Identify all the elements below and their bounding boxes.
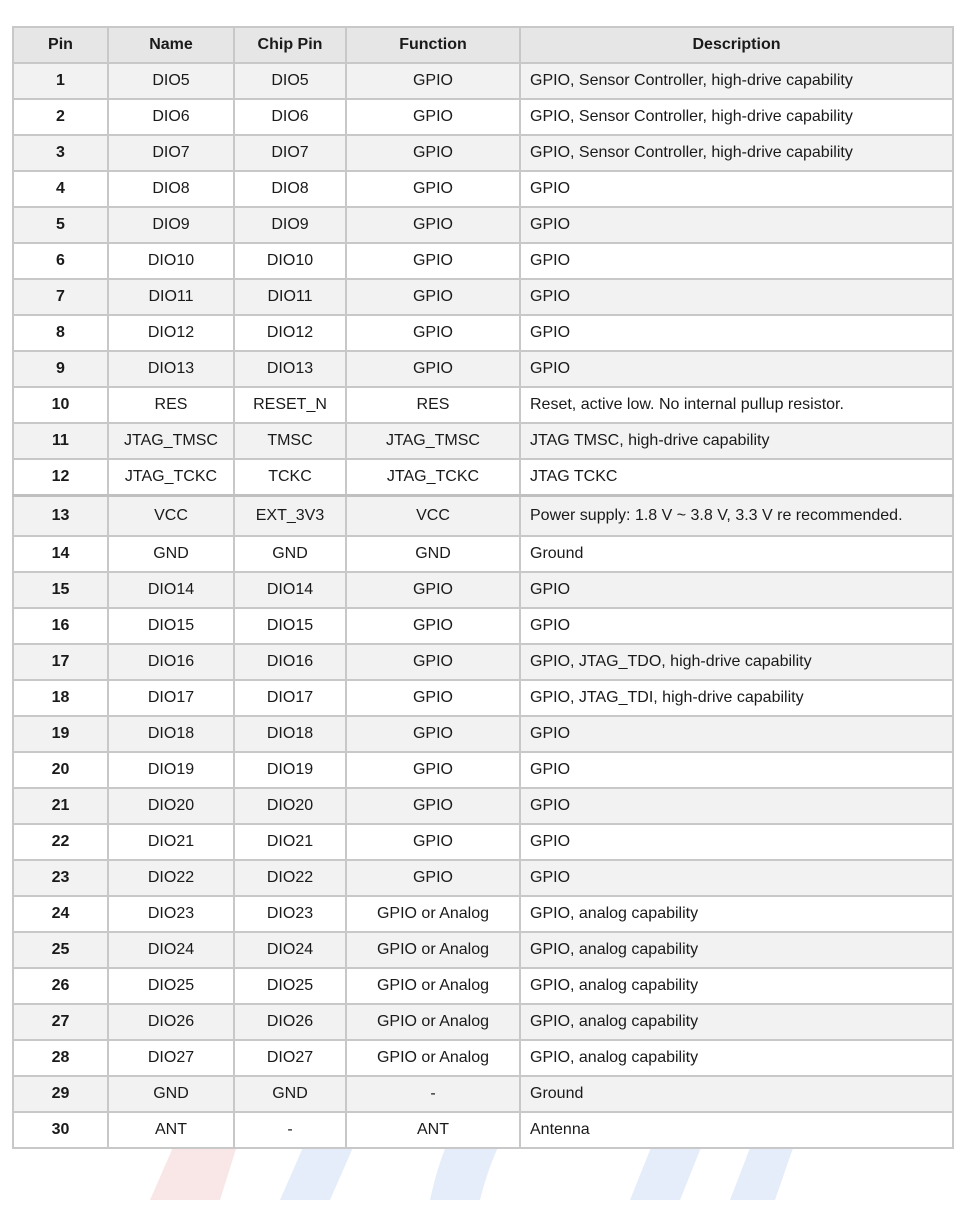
- cell-pin: 26: [13, 968, 108, 1004]
- cell-name: DIO27: [108, 1040, 234, 1076]
- cell-chip-pin: TMSC: [234, 423, 346, 459]
- cell-description: Reset, active low. No internal pullup resistor.: [520, 387, 953, 423]
- cell-function: GPIO: [346, 608, 520, 644]
- cell-chip-pin: DIO11: [234, 279, 346, 315]
- cell-pin: 23: [13, 860, 108, 896]
- cell-pin: 13: [13, 496, 108, 537]
- column-header-pin: Pin: [13, 27, 108, 63]
- cell-description: GPIO: [520, 788, 953, 824]
- cell-chip-pin: DIO20: [234, 788, 346, 824]
- table-row: [13, 1112, 953, 1148]
- cell-pin: 7: [13, 279, 108, 315]
- table-row: [13, 896, 953, 932]
- cell-chip-pin: DIO8: [234, 171, 346, 207]
- cell-description: GPIO, JTAG_TDO, high-drive capability: [520, 644, 953, 680]
- cell-chip-pin: GND: [234, 1076, 346, 1112]
- cell-description: GPIO: [520, 572, 953, 608]
- table-row: [13, 572, 953, 608]
- cell-chip-pin: DIO15: [234, 608, 346, 644]
- cell-chip-pin: -: [234, 1112, 346, 1148]
- cell-description: GPIO: [520, 860, 953, 896]
- cell-function: -: [346, 1076, 520, 1112]
- table-row: [13, 1004, 953, 1040]
- cell-pin: 2: [13, 99, 108, 135]
- cell-name: DIO5: [108, 63, 234, 99]
- cell-function: GPIO: [346, 351, 520, 387]
- cell-function: GPIO or Analog: [346, 1004, 520, 1040]
- cell-pin: 19: [13, 716, 108, 752]
- cell-description: GPIO, JTAG_TDI, high-drive capability: [520, 680, 953, 716]
- cell-chip-pin: GND: [234, 536, 346, 572]
- cell-name: DIO17: [108, 680, 234, 716]
- cell-pin: 10: [13, 387, 108, 423]
- cell-function: GPIO: [346, 279, 520, 315]
- table-row: [13, 63, 953, 99]
- cell-name: DIO24: [108, 932, 234, 968]
- table-row: [13, 243, 953, 279]
- cell-function: ANT: [346, 1112, 520, 1148]
- cell-name: DIO26: [108, 1004, 234, 1040]
- table-row: [13, 608, 953, 644]
- cell-chip-pin: DIO19: [234, 752, 346, 788]
- cell-chip-pin: DIO25: [234, 968, 346, 1004]
- cell-chip-pin: DIO27: [234, 1040, 346, 1076]
- cell-chip-pin: DIO14: [234, 572, 346, 608]
- cell-description: GPIO: [520, 716, 953, 752]
- cell-pin: 6: [13, 243, 108, 279]
- cell-function: GPIO: [346, 716, 520, 752]
- cell-description: GPIO, Sensor Controller, high-drive capability: [520, 135, 953, 171]
- cell-function: GPIO: [346, 860, 520, 896]
- cell-description: GPIO, Sensor Controller, high-drive capability: [520, 99, 953, 135]
- table-row: [13, 824, 953, 860]
- cell-name: GND: [108, 1076, 234, 1112]
- cell-description: JTAG TCKC: [520, 459, 953, 496]
- cell-pin: 16: [13, 608, 108, 644]
- cell-name: DIO14: [108, 572, 234, 608]
- cell-function: GPIO: [346, 752, 520, 788]
- table-row: [13, 860, 953, 896]
- table-row: [13, 536, 953, 572]
- cell-function: VCC: [346, 496, 520, 537]
- cell-function: GPIO: [346, 99, 520, 135]
- cell-name: DIO18: [108, 716, 234, 752]
- cell-pin: 9: [13, 351, 108, 387]
- cell-chip-pin: DIO12: [234, 315, 346, 351]
- cell-name: DIO10: [108, 243, 234, 279]
- cell-pin: 15: [13, 572, 108, 608]
- cell-description: GPIO: [520, 171, 953, 207]
- cell-description: Antenna: [520, 1112, 953, 1148]
- table-row: [13, 315, 953, 351]
- cell-pin: 29: [13, 1076, 108, 1112]
- cell-pin: 28: [13, 1040, 108, 1076]
- cell-name: DIO9: [108, 207, 234, 243]
- cell-function: JTAG_TMSC: [346, 423, 520, 459]
- cell-pin: 3: [13, 135, 108, 171]
- cell-description: JTAG TMSC, high-drive capability: [520, 423, 953, 459]
- pin-table: [12, 26, 954, 1149]
- cell-chip-pin: DIO18: [234, 716, 346, 752]
- cell-name: DIO25: [108, 968, 234, 1004]
- table-row: [13, 1076, 953, 1112]
- cell-name: JTAG_TMSC: [108, 423, 234, 459]
- table-row: [13, 459, 953, 496]
- cell-function: GPIO: [346, 171, 520, 207]
- cell-name: DIO12: [108, 315, 234, 351]
- cell-pin: 1: [13, 63, 108, 99]
- cell-chip-pin: DIO16: [234, 644, 346, 680]
- table-row: [13, 1040, 953, 1076]
- table-row: [13, 932, 953, 968]
- cell-pin: 24: [13, 896, 108, 932]
- cell-chip-pin: TCKC: [234, 459, 346, 496]
- table-row: [13, 968, 953, 1004]
- cell-description: GPIO: [520, 207, 953, 243]
- cell-chip-pin: DIO26: [234, 1004, 346, 1040]
- table-row: [13, 387, 953, 423]
- column-header-description: Description: [520, 27, 953, 63]
- cell-chip-pin: RESET_N: [234, 387, 346, 423]
- cell-function: GPIO: [346, 644, 520, 680]
- table-row: [13, 680, 953, 716]
- cell-function: GPIO: [346, 788, 520, 824]
- column-header-name: Name: [108, 27, 234, 63]
- cell-chip-pin: EXT_3V3: [234, 496, 346, 537]
- cell-chip-pin: DIO22: [234, 860, 346, 896]
- cell-function: JTAG_TCKC: [346, 459, 520, 496]
- cell-pin: 8: [13, 315, 108, 351]
- cell-pin: 12: [13, 459, 108, 496]
- cell-pin: 4: [13, 171, 108, 207]
- cell-function: GPIO or Analog: [346, 1040, 520, 1076]
- cell-description: GPIO: [520, 243, 953, 279]
- cell-description: GPIO: [520, 608, 953, 644]
- column-header-function: Function: [346, 27, 520, 63]
- cell-description: GPIO, Sensor Controller, high-drive capability: [520, 63, 953, 99]
- cell-function: GPIO: [346, 135, 520, 171]
- cell-chip-pin: DIO17: [234, 680, 346, 716]
- cell-chip-pin: DIO6: [234, 99, 346, 135]
- cell-pin: 14: [13, 536, 108, 572]
- cell-function: GPIO: [346, 680, 520, 716]
- cell-pin: 11: [13, 423, 108, 459]
- cell-description: GPIO, analog capability: [520, 968, 953, 1004]
- cell-pin: 5: [13, 207, 108, 243]
- cell-name: DIO16: [108, 644, 234, 680]
- cell-pin: 18: [13, 680, 108, 716]
- cell-function: GPIO: [346, 243, 520, 279]
- cell-chip-pin: DIO5: [234, 63, 346, 99]
- table-row: [13, 716, 953, 752]
- cell-name: DIO21: [108, 824, 234, 860]
- cell-name: DIO8: [108, 171, 234, 207]
- cell-description: GPIO, analog capability: [520, 896, 953, 932]
- cell-name: DIO22: [108, 860, 234, 896]
- cell-pin: 20: [13, 752, 108, 788]
- table-row: [13, 423, 953, 459]
- cell-function: GPIO or Analog: [346, 896, 520, 932]
- cell-name: DIO20: [108, 788, 234, 824]
- cell-name: DIO23: [108, 896, 234, 932]
- cell-function: GPIO: [346, 824, 520, 860]
- cell-chip-pin: DIO9: [234, 207, 346, 243]
- cell-chip-pin: DIO23: [234, 896, 346, 932]
- cell-function: RES: [346, 387, 520, 423]
- cell-function: GPIO or Analog: [346, 968, 520, 1004]
- cell-description: GPIO: [520, 351, 953, 387]
- cell-description: GPIO: [520, 824, 953, 860]
- cell-pin: 25: [13, 932, 108, 968]
- table-header-row: [13, 27, 953, 63]
- cell-chip-pin: DIO21: [234, 824, 346, 860]
- cell-function: GPIO: [346, 315, 520, 351]
- table-body: [13, 63, 953, 1148]
- cell-description: GPIO: [520, 279, 953, 315]
- table-row: [13, 788, 953, 824]
- table-row: [13, 99, 953, 135]
- cell-description: GPIO: [520, 752, 953, 788]
- cell-name: DIO6: [108, 99, 234, 135]
- cell-pin: 21: [13, 788, 108, 824]
- cell-pin: 27: [13, 1004, 108, 1040]
- table-row: [13, 279, 953, 315]
- cell-name: DIO15: [108, 608, 234, 644]
- cell-name: RES: [108, 387, 234, 423]
- cell-description: GPIO, analog capability: [520, 932, 953, 968]
- cell-name: DIO19: [108, 752, 234, 788]
- cell-name: DIO11: [108, 279, 234, 315]
- cell-chip-pin: DIO10: [234, 243, 346, 279]
- column-header-chip-pin: Chip Pin: [234, 27, 346, 63]
- cell-chip-pin: DIO13: [234, 351, 346, 387]
- cell-description: GPIO, analog capability: [520, 1040, 953, 1076]
- cell-name: JTAG_TCKC: [108, 459, 234, 496]
- cell-pin: 22: [13, 824, 108, 860]
- cell-function: GPIO: [346, 572, 520, 608]
- cell-function: GPIO: [346, 207, 520, 243]
- table-row: [13, 135, 953, 171]
- cell-pin: 30: [13, 1112, 108, 1148]
- table-row: [13, 351, 953, 387]
- table-row: [13, 207, 953, 243]
- cell-name: DIO13: [108, 351, 234, 387]
- cell-description: GPIO, analog capability: [520, 1004, 953, 1040]
- cell-name: ANT: [108, 1112, 234, 1148]
- cell-name: DIO7: [108, 135, 234, 171]
- cell-function: GPIO or Analog: [346, 932, 520, 968]
- cell-chip-pin: DIO7: [234, 135, 346, 171]
- cell-function: GPIO: [346, 63, 520, 99]
- cell-description: Power supply: 1.8 V ~ 3.8 V, 3.3 V re recommended.: [520, 496, 953, 537]
- cell-name: VCC: [108, 496, 234, 537]
- cell-name: GND: [108, 536, 234, 572]
- table-row: [13, 496, 953, 537]
- cell-function: GND: [346, 536, 520, 572]
- cell-pin: 17: [13, 644, 108, 680]
- cell-description: Ground: [520, 536, 953, 572]
- table-row: [13, 171, 953, 207]
- cell-description: Ground: [520, 1076, 953, 1112]
- table-row: [13, 644, 953, 680]
- cell-description: GPIO: [520, 315, 953, 351]
- cell-chip-pin: DIO24: [234, 932, 346, 968]
- table-row: [13, 752, 953, 788]
